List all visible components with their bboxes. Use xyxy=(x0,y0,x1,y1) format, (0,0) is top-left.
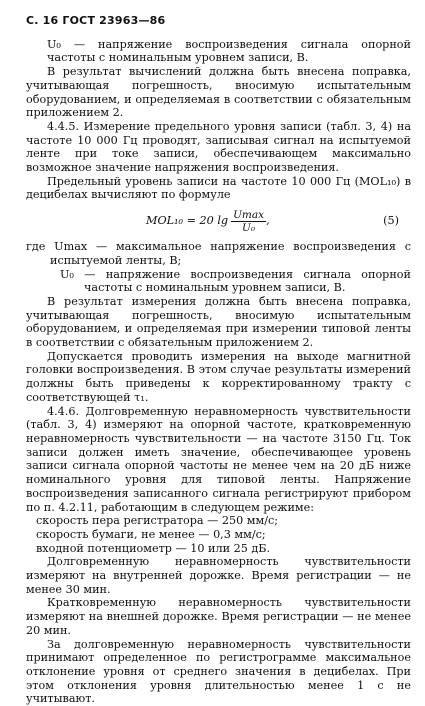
formula-5 xyxy=(26,206,411,236)
formula-fraction xyxy=(231,209,266,234)
paragraph: Кратковременную неравномерность чувствительности измеряют на внешней дорожке. Время регистрации — не менее 20 мин. xyxy=(26,596,411,637)
paragraph: Допускается проводить измерения на выходе магнитной головки воспроизведения. В этом случае результаты измерений должны быть приведены к корректированному тракту с соответствующей τ₁. xyxy=(26,349,411,404)
paragraph: 4.4.5. Измерение предельного уровня записи (табл. 3, 4) на частоте 10 000 Гц проводят, записывая сигнал на испытуемой ленте при токе записи, обеспечивающем максимально возможное значение напряжения воспроизведения. xyxy=(26,119,411,175)
paragraph: скорость пера регистратора — 250 мм/с; xyxy=(36,514,279,528)
formula-eq: = 20 lg xyxy=(186,214,229,228)
page-header: С. 16 ГОСТ 23963—86 xyxy=(26,14,166,27)
paragraph: скорость бумаги, не менее — 0,3 мм/с; xyxy=(36,527,266,541)
paragraph: где Umax — максимальное напряжение воспроизведения с испытуемой ленты, В; xyxy=(26,240,411,267)
formula-expression xyxy=(146,209,270,234)
paragraph: Предельный уровень записи на частоте 10 000 Гц (MOL₁₀) в децибелах вычисляют по формуле xyxy=(26,174,411,202)
document-body xyxy=(26,38,411,706)
formula-denominator: U₀ xyxy=(242,221,256,234)
paragraph: U₀ — напряжение воспроизведения сигнала опорной частоты с номинальным уровнем записи, В. xyxy=(47,37,411,65)
paragraph: 4.4.6. Долговременную неравномерность чувствительности (табл. 3, 4) измеряют на опорной частоте, кратковременную неравномерность чувствительности — на частоте 3150 Гц. Ток записи должен иметь значение, обеспечивающее уровень записи сигнала опорной частоты не менее чем на 20 дБ ниже номинального уровня для типовой ленты. Напряжение воспроизведения записанного сигнала регистрируют прибором по п. 4.2.11, работающим в следующем режиме: xyxy=(26,404,411,514)
formula-lhs: MOL₁₀ xyxy=(146,214,184,228)
paragraph: входной потенциометр — 10 или 25 дБ. xyxy=(36,541,271,555)
paragraph: U₀ — напряжение воспроизведения сигнала опорной частоты с номинальным уровнем записи, В. xyxy=(60,267,411,295)
paragraph: В результат измерения должна быть внесена поправка, учитывающая погрешность, вносимую испытательным оборудованием, и определяемая при измерении типовой ленты в соответствии с обязательным приложением 2. xyxy=(26,294,411,350)
formula-comma: , xyxy=(266,214,270,228)
formula-number: (5) xyxy=(383,214,399,228)
paragraph: В результат вычислений должна быть внесена поправка, учитывающая погрешность, вносимую испытательным оборудованием, и определяемая в соответствии с обязательным приложением 2. xyxy=(26,65,411,120)
paragraph: Долговременную неравномерность чувствительности измеряют на внутренней дорожке. Время регистрации — не менее 30 мин. xyxy=(26,555,411,596)
formula-numerator: Umax xyxy=(233,208,265,221)
paragraph: За долговременную неравномерность чувствительности принимают определенное по регистрограмме максимальное отклонение уровня от среднего значения в децибелах. При этом отклонения уровня длительностью менее 1 с не учитывают. xyxy=(26,637,411,706)
